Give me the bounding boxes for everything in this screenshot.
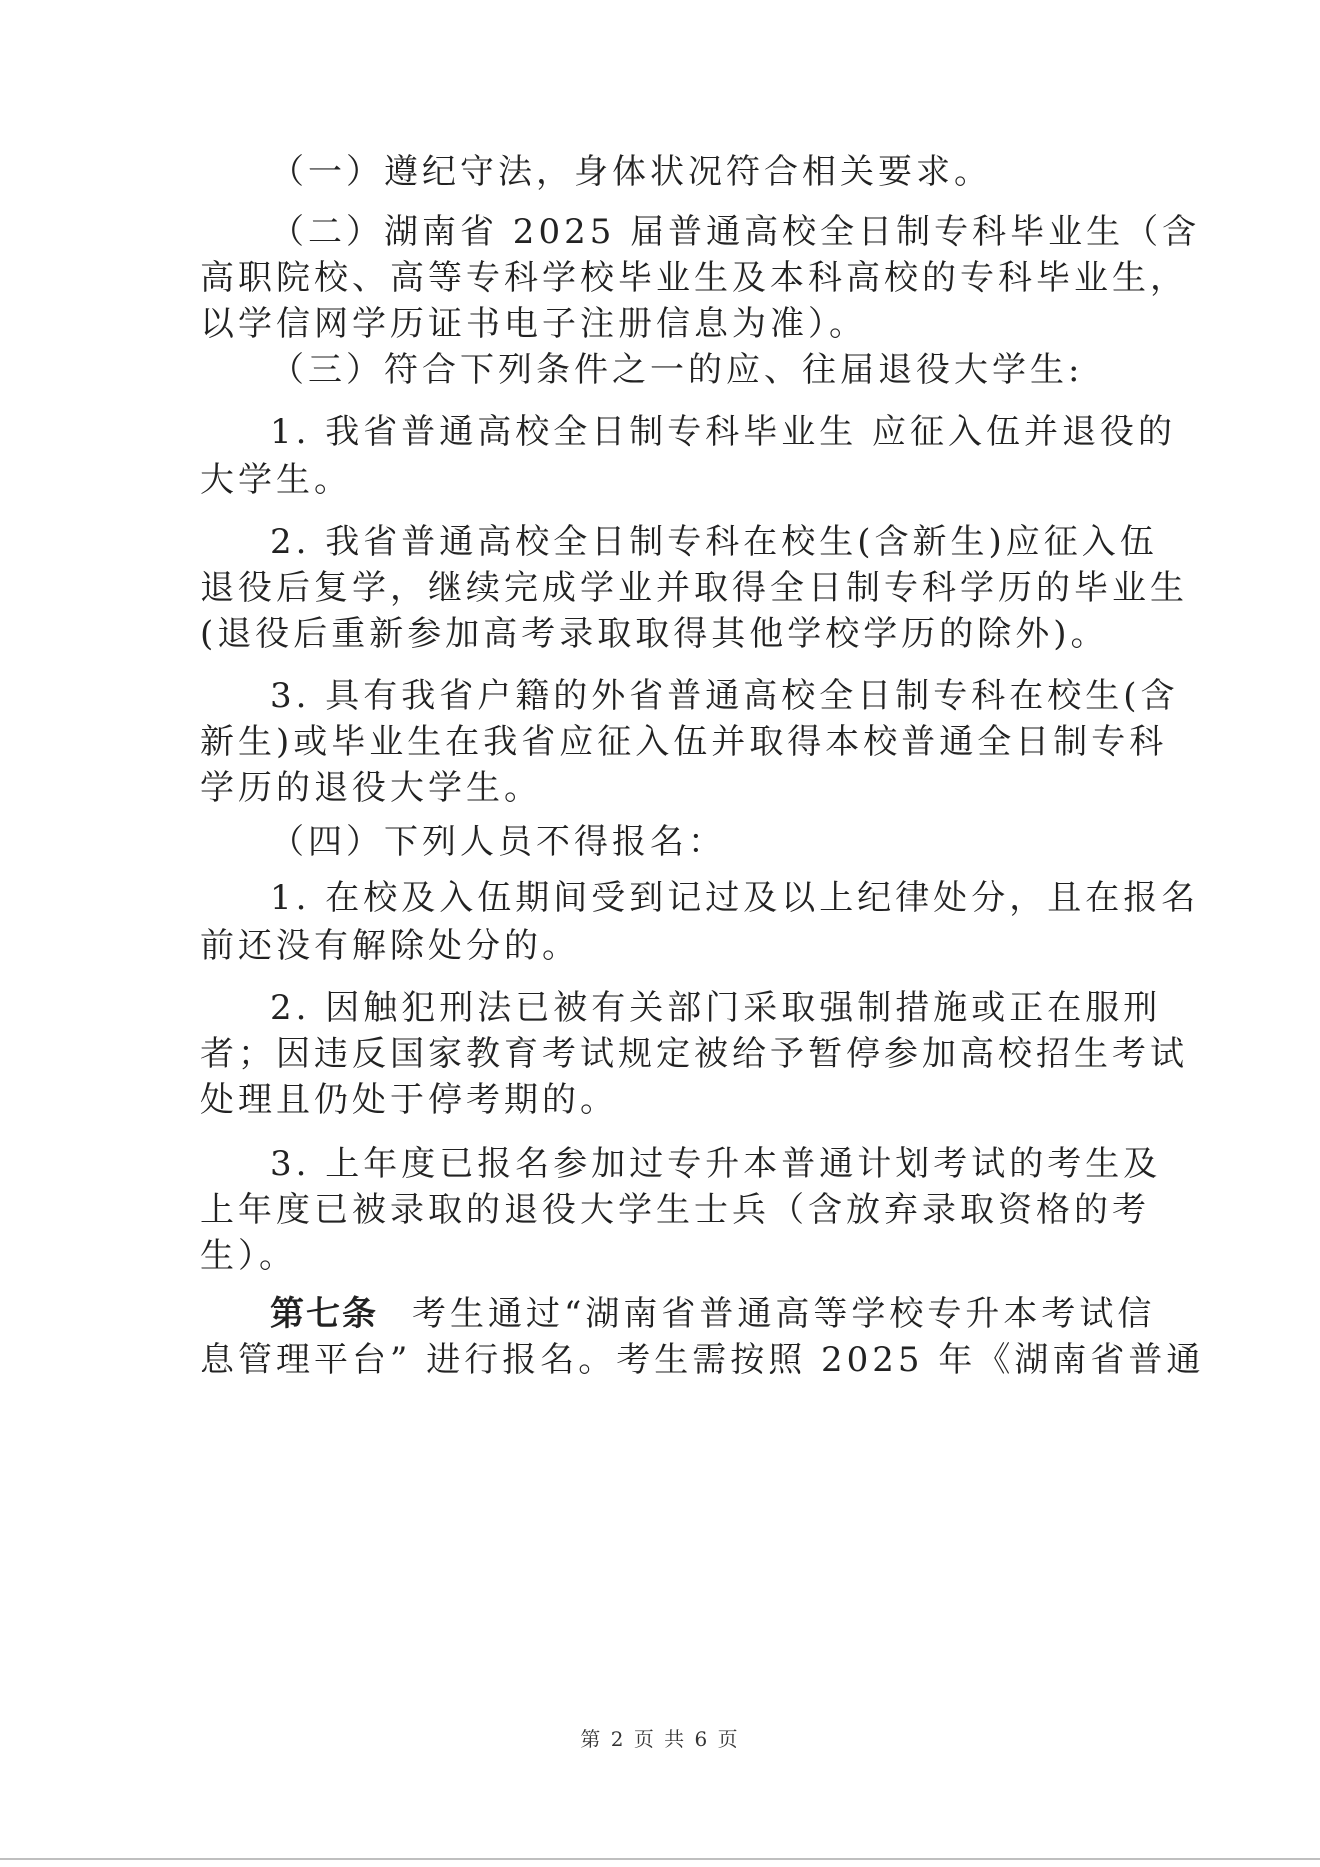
paragraph-line: 学历的退役大学生。: [200, 768, 542, 808]
paragraph-line: 息管理平台” 进行报名。考生需按照 2025 年《湖南省普通: [200, 1340, 1205, 1380]
paragraph-line: （三）符合下列条件之一的应、往届退役大学生:: [270, 350, 1084, 390]
paragraph-line: （一）遵纪守法，身体状况符合相关要求。: [270, 152, 992, 192]
paragraph-line: (退役后重新参加高考录取取得其他学校学历的除外)。: [200, 614, 1109, 654]
paragraph-line: 1. 我省普通高校全日制专科毕业生 应征入伍并退役的: [270, 412, 1177, 452]
paragraph-line: 高职院校、高等专科学校毕业生及本科高校的专科毕业生，: [200, 258, 1188, 298]
paragraph-line: （二）湖南省 2025 届普通高校全日制专科毕业生（含: [270, 212, 1201, 252]
paragraph-line: 2. 我省普通高校全日制专科在校生(含新生)应征入伍: [270, 522, 1158, 562]
paragraph-line: 处理且仍处于停考期的。: [200, 1080, 618, 1120]
article-seven-line: [200, 1294, 1155, 1334]
article-text: 考生通过“湖南省普通高等学校专升本考试信: [412, 1294, 1156, 1334]
paragraph-line: 退役后复学，继续完成学业并取得全日制专科学历的毕业生: [200, 568, 1188, 608]
paragraph-line: 3. 具有我省户籍的外省普通高校全日制专科在校生(含: [270, 676, 1179, 716]
paragraph-line: 1. 在校及入伍期间受到记过及以上纪律处分，且在报名: [270, 878, 1200, 918]
paragraph-line: 大学生。: [200, 460, 352, 500]
paragraph-line: 3. 上年度已报名参加过专升本普通计划考试的考生及: [270, 1144, 1162, 1184]
paragraph-line: 以学信网学历证书电子注册信息为准）。: [200, 304, 867, 344]
page-number: 第 2 页 共 6 页: [580, 1727, 740, 1751]
paragraph-line: 者；因违反国家教育考试规定被给予暂停参加高校招生考试: [200, 1034, 1188, 1074]
article-label: 第七条: [270, 1294, 378, 1334]
paragraph-line: （四）下列人员不得报名：: [270, 822, 726, 862]
paragraph-line: 上年度已被录取的退役大学生士兵（含放弃录取资格的考: [200, 1190, 1150, 1230]
paragraph-line: 新生)或毕业生在我省应征入伍并取得本校普通全日制专科: [200, 722, 1168, 762]
paragraph-line: 2. 因触犯刑法已被有关部门采取强制措施或正在服刑: [270, 988, 1162, 1028]
scan-edge-divider: [0, 1858, 1320, 1860]
paragraph-line: 生）。: [200, 1236, 297, 1276]
paragraph-line: 前还没有解除处分的。: [200, 926, 580, 966]
